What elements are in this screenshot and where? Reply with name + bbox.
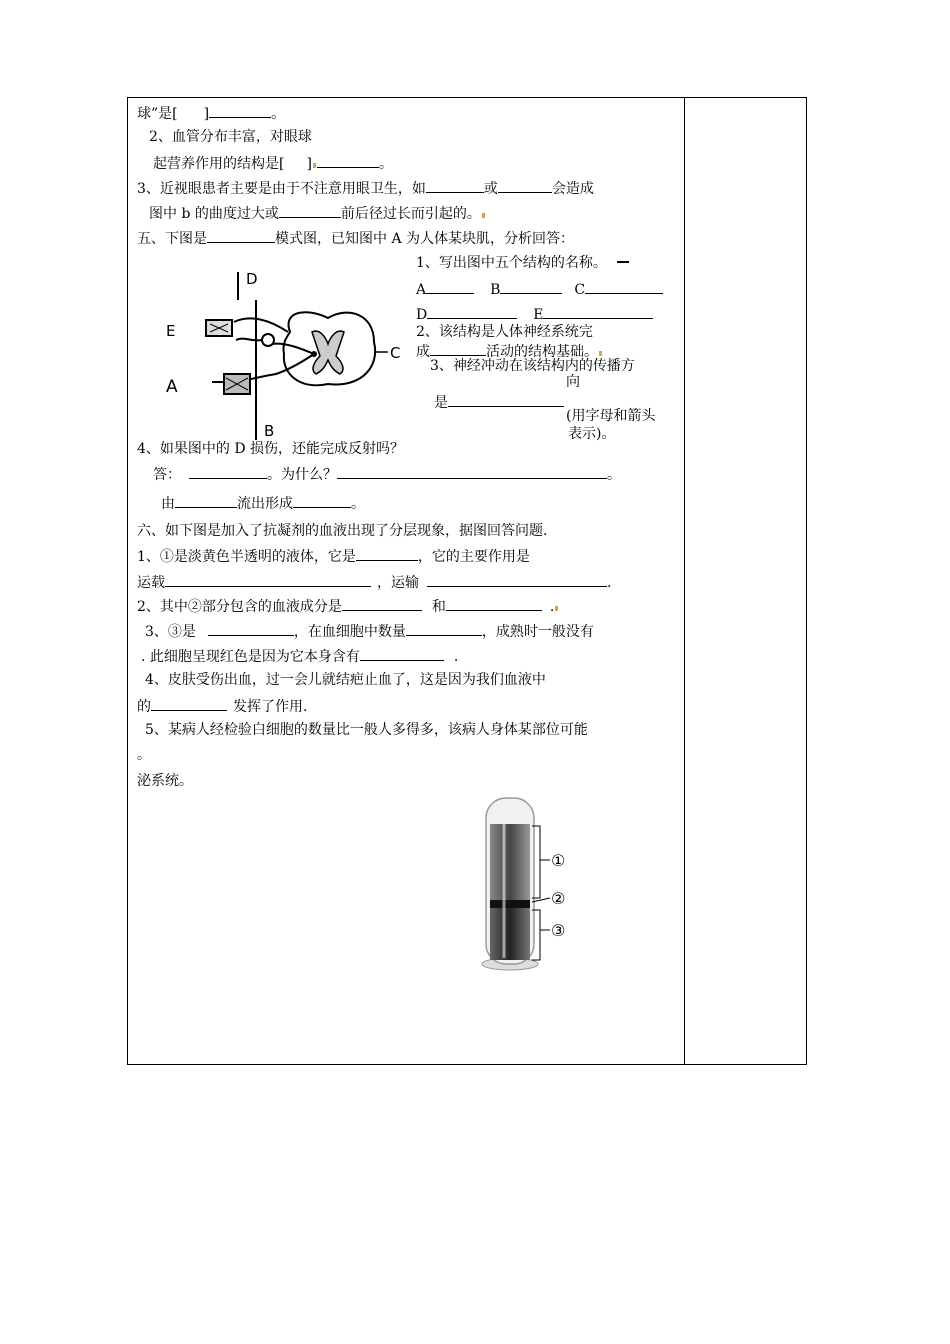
line-4: 3、近视眼患者主要是由于不注意用眼卫生，如 或 会造成 bbox=[137, 178, 594, 198]
line-8: 答： 。为什么？ 。 bbox=[153, 464, 621, 484]
q2-line-a: 2、该结构是人体神经系统完 bbox=[416, 324, 593, 340]
line-6: 五、下图是 模式图，已知图中 A 为人体某块肌，分析回答： bbox=[137, 228, 574, 248]
line-15: . 此细胞呈现红色是因为它本身含有 . bbox=[141, 646, 458, 666]
line-18: 5、某病人经检验白细胞的数量比一般人多得多，该病人身体某部位可能 bbox=[145, 722, 588, 738]
line-13: 2、其中②部分包含的血液成分是 和 . bbox=[137, 596, 559, 616]
reflex-arc-diagram bbox=[160, 270, 410, 440]
blank[interactable] bbox=[426, 178, 484, 193]
line-19: 。 bbox=[137, 747, 151, 763]
blank[interactable] bbox=[207, 228, 275, 243]
q1-row1: A B C bbox=[416, 279, 663, 299]
column-divider bbox=[684, 97, 685, 1065]
label-D: D bbox=[246, 270, 258, 288]
line-3: 起营养作用的结构是[ ] 。 bbox=[153, 153, 393, 173]
line-10: 六、如下图是加入了抗凝剂的血液出现了分层现象，据图回答问题. bbox=[137, 523, 548, 539]
label-A: A bbox=[166, 377, 178, 397]
blank[interactable] bbox=[279, 203, 341, 218]
line-7: 4、如果图中的 D 损伤，还能完成反射吗？ bbox=[137, 441, 405, 457]
blank[interactable] bbox=[317, 153, 379, 168]
line-12: 运载 ，运输 . bbox=[137, 572, 611, 592]
q3-line-a: 3、神经冲动在该结构内的传播方 bbox=[430, 358, 635, 374]
line-16: 4、皮肤受伤出血，过一会儿就结疤止血了，这是因为我们血液中 bbox=[145, 672, 546, 688]
q1-line: 1、写出图中五个结构的名称。 bbox=[416, 254, 629, 272]
label-B: B bbox=[264, 422, 275, 440]
line-14: 3、③是 ，在血细胞中数量 ，成熟时一般没有 bbox=[145, 621, 594, 641]
q3-line-d: (用字母和箭头 bbox=[566, 408, 656, 424]
line-20: 泌系统。 bbox=[137, 773, 193, 789]
buffy-coat-layer bbox=[490, 900, 530, 908]
line-11: 1、①是淡黄色半透明的液体，它是 ，它的主要作用是 bbox=[137, 546, 530, 566]
blank[interactable] bbox=[498, 178, 552, 193]
gray-matter bbox=[312, 331, 344, 374]
label-C: C bbox=[390, 344, 401, 362]
line-9: 由 流出形成 。 bbox=[161, 493, 365, 513]
q2-line-b: 成 活动的结构基础。 bbox=[416, 341, 603, 361]
label-layer-3: ③ bbox=[551, 921, 566, 940]
line-17: 的 发挥了作用. bbox=[137, 696, 307, 716]
q3-line-b: 向 bbox=[566, 374, 580, 390]
q1-row2: D E bbox=[416, 304, 653, 324]
line-2: 2、血管分布丰富，对眼球 bbox=[149, 129, 312, 145]
label-E: E bbox=[166, 322, 176, 340]
label-layer-1: ① bbox=[551, 851, 566, 870]
line-5: 图中 b 的曲度过大或 前后径过长而引起的。 bbox=[149, 203, 486, 223]
blank[interactable] bbox=[209, 103, 271, 118]
q3-line-c: 是 bbox=[434, 392, 564, 412]
plasma-layer bbox=[490, 824, 530, 900]
line-1: 球”是[ ] 。 bbox=[137, 103, 285, 123]
q3-line-e: 表示)。 bbox=[568, 426, 616, 442]
red-cell-layer bbox=[490, 908, 530, 960]
blood-test-tube bbox=[476, 794, 576, 974]
label-layer-2: ② bbox=[551, 889, 566, 908]
